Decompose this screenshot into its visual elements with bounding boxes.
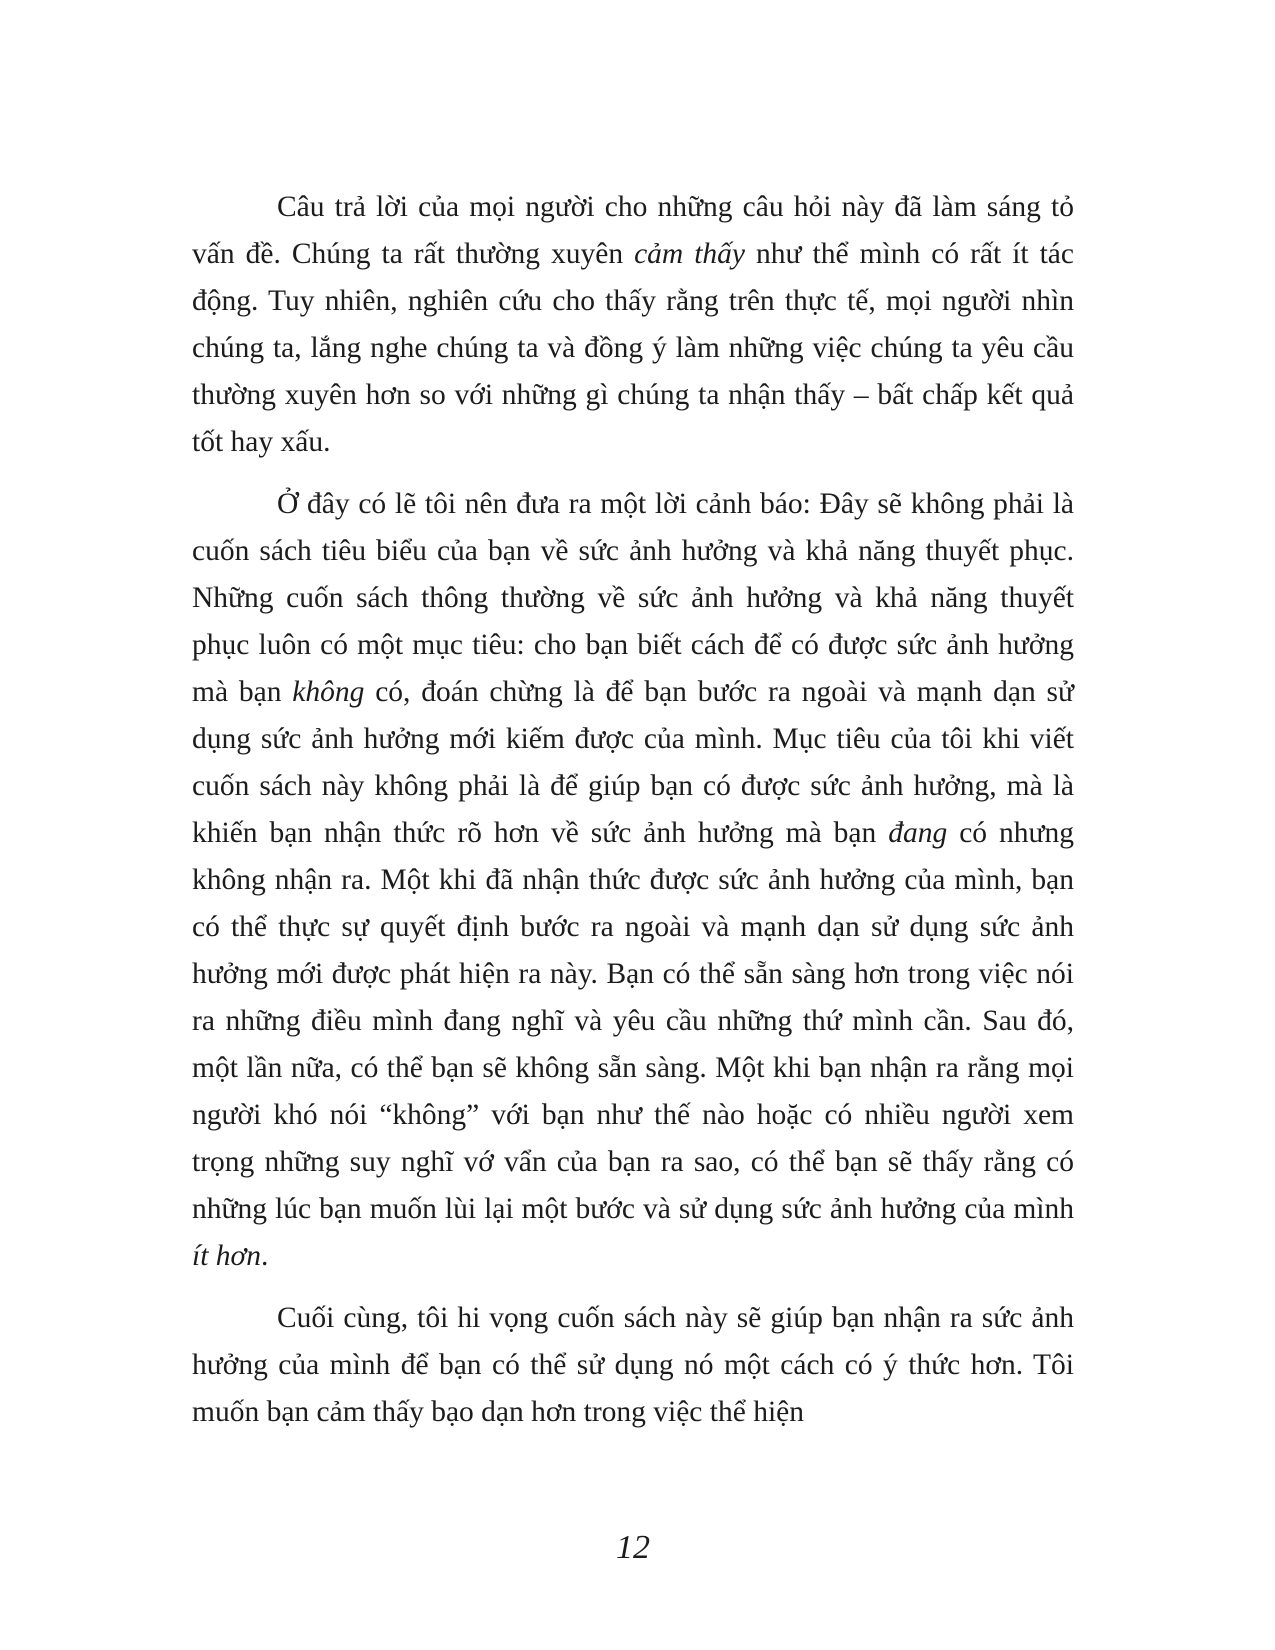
- page-text-block: [192, 184, 1074, 1436]
- text-run: như thể mình có rất ít tác động. Tuy nhiên, nghiên cứu cho thấy rằng trên thực tế, mọi người nhìn chúng ta, lắng nghe chúng ta và đồng ý làm những việc chúng ta yêu cầu thường xuyên hơn so với những gì chúng ta nhận thấy – bất chấp kết quả tốt hay xấu.: [192, 238, 1074, 458]
- paragraph-3: [192, 1295, 1074, 1436]
- text-run-italic: cảm thấy: [634, 238, 746, 270]
- paragraph-1: [192, 184, 1074, 466]
- text-run: Ở đây có lẽ tôi nên đưa ra một lời cảnh báo: Đây sẽ không phải là cuốn sách tiêu biểu của bạn về sức ảnh hưởng và khả năng thuyết phục. Những cuốn sách thông thường về sức ảnh hưởng và khả năng thuyết phục luôn có một mục tiêu: cho bạn biết cách để có được sức ảnh hưởng mà bạn: [192, 488, 1074, 708]
- page-number: 12: [616, 1529, 650, 1566]
- paragraph-2: [192, 481, 1074, 1280]
- text-run-italic: ít hơn: [192, 1240, 262, 1272]
- text-run-italic: không: [292, 676, 365, 708]
- text-run: .: [261, 1240, 269, 1272]
- text-run: có nhưng không nhận ra. Một khi đã nhận thức được sức ảnh hưởng của mình, bạn có thể thực sự quyết định bước ra ngoài và mạnh dạn sử dụng sức ảnh hưởng mới được phát hiện ra này. Bạn có thể sẵn sàng hơn trong việc nói ra những điều mình đang nghĩ và yêu cầu những thứ mình cần. Sau đó, một lần nữa, có thể bạn sẽ không sẵn sàng. Một khi bạn nhận ra rằng mọi người khó nói “không” với bạn như thế nào hoặc có nhiều người xem trọng những suy nghĩ vớ vẩn của bạn ra sao, có thể bạn sẽ thấy rằng có những lúc bạn muốn lùi lại một bước và sử dụng sức ảnh hưởng của mình: [192, 817, 1074, 1225]
- text-run: Cuối cùng, tôi hi vọng cuốn sách này sẽ giúp bạn nhận ra sức ảnh hưởng của mình để bạn có thể sử dụng nó một cách có ý thức hơn. Tôi muốn bạn cảm thấy bạo dạn hơn trong việc thể hiện: [192, 1302, 1074, 1428]
- text-run-italic: đang: [888, 817, 948, 849]
- text-run: có, đoán chừng là để bạn bước ra ngoài và mạnh dạn sử dụng sức ảnh hưởng mới kiếm được của mình. Mục tiêu của tôi khi viết cuốn sách này không phải là để giúp bạn có được sức ảnh hưởng, mà là khiến bạn nhận thức rõ hơn về sức ảnh hưởng mà bạn: [192, 676, 1074, 849]
- text-run: Câu trả lời của mọi người cho những câu hỏi này đã làm sáng tỏ vấn đề. Chúng ta rất thường xuyên: [192, 191, 1074, 270]
